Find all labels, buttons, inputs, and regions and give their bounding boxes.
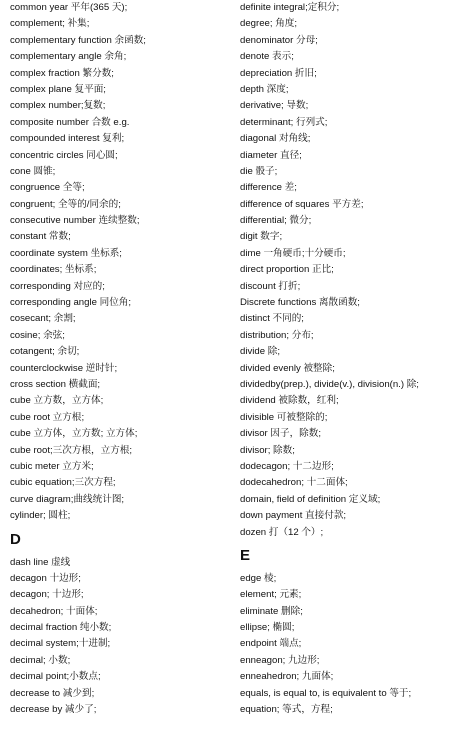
glossary-entry: composite number 合数 e.g. <box>10 116 130 128</box>
right-column <box>240 0 450 718</box>
glossary-entry: cube root;三次方根，立方根; <box>10 444 133 456</box>
glossary-entry: endpoint 端点; <box>240 638 302 650</box>
glossary-entry: decagon; 十边形; <box>10 589 84 601</box>
glossary-entry: equation; 等式，方程; <box>240 704 333 716</box>
glossary-entry: ellipse; 椭圆; <box>240 622 295 634</box>
glossary-entry: divided evenly 被整除; <box>240 362 335 374</box>
glossary-entry: consecutive number 连续整数; <box>10 215 140 227</box>
glossary-entry: decimal; 小数; <box>10 654 71 666</box>
glossary-entry: complementary angle 余角; <box>10 51 127 63</box>
glossary-entry: cosecant; 余割; <box>10 313 76 325</box>
glossary-entry: dividend 被除数，红利; <box>240 395 339 407</box>
glossary-entry: dividedby(prep.), divide(v.), division(n.) 除; <box>240 378 419 390</box>
glossary-entry: die 骰子; <box>240 165 278 177</box>
glossary-entry: denominator 分母; <box>240 34 318 46</box>
glossary-entry: differential; 微分; <box>240 215 312 227</box>
glossary-entry: coordinates; 坐标系; <box>10 264 97 276</box>
glossary-entry: compounded interest 复利; <box>10 133 125 145</box>
glossary-entry: cube 立方体，立方数; 立方体; <box>10 428 138 440</box>
glossary-entry: cubic equation;三次方程; <box>10 477 116 489</box>
glossary-entry: cube root 立方根; <box>10 411 85 423</box>
glossary-entry: cross section 横截面; <box>10 378 101 390</box>
glossary-entry: distinct 不同的; <box>240 313 304 325</box>
glossary-entry: divisor; 除数; <box>240 444 295 456</box>
glossary-entry: cone 圆锥; <box>10 165 56 177</box>
glossary-entry: coordinate system 坐标系; <box>10 247 122 259</box>
glossary-entry: enneagon; 九边形; <box>240 654 320 666</box>
glossary-entry: derivative; 导数; <box>240 100 309 112</box>
glossary-entry: digit 数字; <box>240 231 283 243</box>
glossary-entry: decrease to 减少到; <box>10 687 95 699</box>
glossary-entry: dodecahedron; 十二面体; <box>240 477 348 489</box>
glossary-entry: congruent; 全等的/同余的; <box>10 198 121 210</box>
glossary-entry: dash line 虚线 <box>10 556 71 568</box>
glossary-entry: Discrete functions 离散函数; <box>240 297 360 309</box>
glossary-entry: edge 棱; <box>240 572 277 584</box>
left-top-entries <box>10 0 232 525</box>
glossary-entry: down payment 直接付款; <box>240 510 347 522</box>
glossary-entry: congruence 全等; <box>10 182 85 194</box>
glossary-entry: cubic meter 立方米; <box>10 460 94 472</box>
glossary-entry: complement; 补集; <box>10 18 90 30</box>
glossary-entry: definite integral;定积分; <box>240 2 340 13</box>
glossary-entry: corresponding 对应的; <box>10 280 105 292</box>
glossary-entry: common year 平年(365 天); <box>10 2 128 13</box>
section-heading-d: D <box>10 530 21 548</box>
glossary-entry: domain, field of definition 定义域; <box>240 493 381 505</box>
glossary-entry: cotangent; 余切; <box>10 346 80 358</box>
glossary-entry: determinant; 行列式; <box>240 116 328 128</box>
glossary-entry: dozen 打（12 个）; <box>240 526 324 538</box>
left-bottom-entries <box>10 555 232 719</box>
glossary-entry: eliminate 删除; <box>240 605 303 617</box>
glossary-entry: diameter 直径; <box>240 149 302 161</box>
glossary-entry: depreciation 折旧; <box>240 67 317 79</box>
right-top-entries <box>240 0 450 541</box>
glossary-entry: complex number;复数; <box>10 100 106 112</box>
glossary-entry: divisible 可被整除的; <box>240 411 328 423</box>
glossary-entry: cube 立方数，立方体; <box>10 395 104 407</box>
glossary-entry: divisor 因子，除数; <box>240 428 322 440</box>
glossary-entry: decagon 十边形; <box>10 572 81 584</box>
glossary-entry: decimal fraction 纯小数; <box>10 622 112 634</box>
glossary-entry: decrease by 减少了; <box>10 704 97 716</box>
glossary-entry: complex plane 复平面; <box>10 83 106 95</box>
glossary-entry: enneahedron; 九面体; <box>240 671 334 683</box>
glossary-entry: decimal system;十进制; <box>10 638 111 650</box>
glossary-entry: cosine; 余弦; <box>10 329 65 341</box>
glossary-entry: depth 深度; <box>240 83 289 95</box>
glossary-entry: decimal point;小数点; <box>10 671 101 683</box>
glossary-entry: dime 一角硬币;十分硬币; <box>240 247 346 259</box>
glossary-entry: complementary function 余函数; <box>10 34 146 46</box>
glossary-entry: degree; 角度; <box>240 18 298 30</box>
glossary-entry: denote 表示; <box>240 51 294 63</box>
glossary-entry: complex fraction 繁分数; <box>10 67 114 79</box>
glossary-entry: diagonal 对角线; <box>240 133 311 145</box>
glossary-entry: element; 元素; <box>240 589 302 601</box>
glossary-entry: cylinder; 圆柱; <box>10 510 71 522</box>
glossary-entry: discount 打折; <box>240 280 301 292</box>
glossary-entry: equals, is equal to, is equivalent to 等于; <box>240 687 412 699</box>
glossary-entry: difference 差; <box>240 182 297 194</box>
glossary-entry: constant 常数; <box>10 231 71 243</box>
glossary-entry: curve diagram;曲线统计图; <box>10 493 125 505</box>
glossary-entry: difference of squares 平方差; <box>240 198 364 210</box>
glossary-entry: counterclockwise 逆时针; <box>10 362 118 374</box>
section-heading-e: E <box>240 546 251 564</box>
glossary-entry: direct proportion 正比; <box>240 264 334 276</box>
glossary-entry: concentric circles 同心圆; <box>10 149 118 161</box>
left-column <box>10 0 232 718</box>
glossary-entry: corresponding angle 同位角; <box>10 297 132 309</box>
right-bottom-entries <box>240 571 450 719</box>
glossary-entry: divide 除; <box>240 346 280 358</box>
glossary-entry: distribution; 分布; <box>240 329 314 341</box>
glossary-entry: decahedron; 十面体; <box>10 605 98 617</box>
glossary-entry: dodecagon; 十二边形; <box>240 460 334 472</box>
